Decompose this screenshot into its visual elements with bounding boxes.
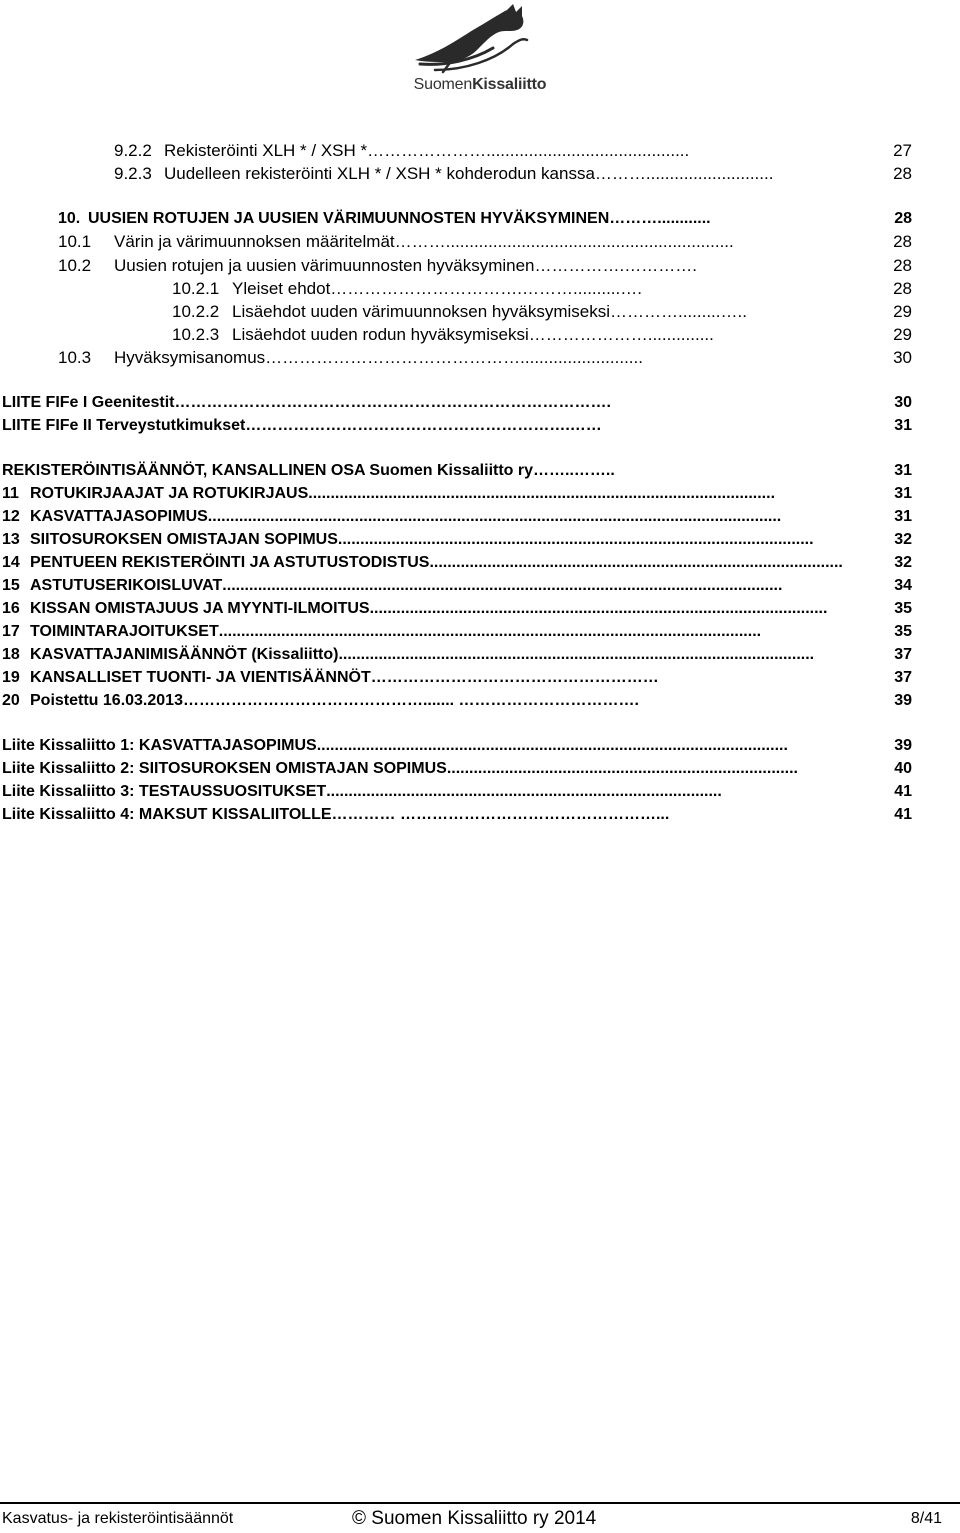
- toc-page: 35: [894, 623, 912, 640]
- toc-leader: …………………………………………………….……: [245, 417, 602, 434]
- toc-title: KASVATTAJANIMISÄÄNNÖT (Kissaliitto): [30, 646, 339, 663]
- toc-title: TOIMINTARAJOITUKSET: [30, 623, 219, 640]
- toc-entry[interactable]: [2, 483, 912, 505]
- toc-title: ASTUTUSERIKOISLUVAT: [30, 577, 223, 594]
- toc-page: 30: [893, 348, 912, 367]
- toc-entry[interactable]: [58, 208, 912, 230]
- toc-leader: ……………………………………………………………………….: [174, 394, 611, 411]
- toc-leader: .........................................................................................................: [308, 485, 776, 502]
- toc-entry[interactable]: [2, 460, 912, 482]
- toc-title: SIITOSUROKSEN OMISTAJAN SOPIMUS: [30, 531, 338, 548]
- toc-number: 9.2.2: [114, 141, 152, 160]
- toc-number: 14: [2, 554, 20, 571]
- footer-page-number: 8/41: [910, 1510, 942, 1527]
- toc-title: Värin ja värimuunnoksen määritelmät: [114, 232, 395, 251]
- toc-leader: ………………………………………..........................: [265, 348, 643, 367]
- toc-page: 28: [893, 279, 912, 298]
- logo-text-light: Suomen: [413, 76, 473, 93]
- toc-entry[interactable]: [2, 644, 912, 666]
- toc-leader: ………… …………………………………………...: [331, 806, 670, 823]
- toc-leader: ..............................................................................................................................: [222, 577, 783, 594]
- toc-title: Lisäehdot uuden värimuunnoksen hyväksymiseksi: [232, 302, 610, 321]
- toc-entry[interactable]: [58, 347, 912, 369]
- toc-title: Poistettu 16.03.2013: [30, 692, 183, 709]
- toc-title: Yleiset ehdot: [232, 279, 331, 298]
- toc-entry[interactable]: [172, 324, 912, 346]
- toc-entry[interactable]: [114, 163, 912, 185]
- toc-page: 34: [894, 577, 912, 594]
- toc-page: 29: [893, 325, 912, 344]
- toc-entry[interactable]: [2, 392, 912, 414]
- toc-leader: ………….........…..: [609, 302, 747, 321]
- toc-entry[interactable]: [2, 415, 912, 437]
- toc-title: Liite Kissaliitto 4: MAKSUT KISSALIITOLLE: [2, 806, 332, 823]
- logo-text-bold: Kissaliitto: [472, 76, 547, 93]
- toc-page: 28: [893, 164, 912, 183]
- toc-title: Liite Kissaliitto 2: SIITOSUROKSEN OMISTAJAN SOPIMUS: [2, 760, 447, 777]
- toc-entry[interactable]: [172, 301, 912, 323]
- toc-title: Liite Kissaliitto 3: TESTAUSSUOSITUKSET: [2, 783, 327, 800]
- toc-number: 10.2: [58, 256, 92, 275]
- toc-entry[interactable]: [2, 598, 912, 620]
- toc-number: 10.2.2: [172, 302, 220, 321]
- toc-entry[interactable]: [2, 575, 912, 597]
- toc-page: 31: [894, 508, 912, 525]
- toc-title: REKISTERÖINTISÄÄNNÖT, KANSALLINEN OSA Suomen Kissaliitto ry: [2, 462, 534, 479]
- toc-title: LIITE FIFe II Terveystutkimukset: [2, 417, 246, 434]
- toc-page: 30: [894, 394, 912, 411]
- toc-leader: ………............: [609, 210, 711, 227]
- toc-leader: …………….………….: [534, 256, 697, 275]
- toc-entry[interactable]: [2, 781, 912, 803]
- toc-number: 15: [2, 577, 20, 594]
- toc-page: 37: [894, 669, 912, 686]
- toc-title: PENTUEEN REKISTERÖINTI JA ASTUTUSTODISTUS: [30, 554, 430, 571]
- toc-title: ROTUKIRJAAJAT JA ROTUKIRJAUS: [30, 485, 309, 502]
- toc-page: 41: [894, 783, 912, 800]
- toc-number: 17: [2, 623, 20, 640]
- toc-number: 12: [2, 508, 20, 525]
- toc-title: Hyväksymisanomus: [114, 348, 266, 367]
- toc-page: 40: [894, 760, 912, 777]
- toc-title: KASVATTAJASOPIMUS: [30, 508, 208, 525]
- toc-page: 37: [894, 646, 912, 663]
- toc-leader: ..........................................................................................................: [316, 737, 788, 754]
- toc-page: 27: [893, 141, 912, 160]
- toc-number: 13: [2, 531, 20, 548]
- toc-leader: ………………………………………………: [370, 669, 659, 686]
- toc-leader: .................................................................................................................................: [207, 508, 782, 525]
- toc-page: 28: [893, 256, 912, 275]
- toc-entry[interactable]: [2, 690, 912, 712]
- toc-number: 10.2.3: [172, 325, 220, 344]
- toc-number: 16: [2, 600, 20, 617]
- toc-leader: …………………...........................................: [367, 141, 690, 160]
- toc-leader: .............................................................................................: [429, 554, 843, 571]
- toc-number: 18: [2, 646, 20, 663]
- toc-page: 35: [894, 600, 912, 617]
- toc-page: 29: [893, 302, 912, 321]
- toc-title: Uudelleen rekisteröinti XLH * / XSH * kohderodun kanssa: [164, 164, 595, 183]
- toc-leader: …………………..............: [528, 325, 714, 344]
- footer-document-title: Kasvatus- ja rekisteröintisäännöt: [2, 1510, 234, 1527]
- toc-page: 39: [894, 737, 912, 754]
- toc-page: 31: [894, 462, 912, 479]
- footer-copyright: © Suomen Kissaliitto ry 2014: [352, 1508, 597, 1529]
- toc-page: 31: [894, 417, 912, 434]
- toc-title: LIITE FIFe I Geenitestit: [2, 394, 175, 411]
- toc-leader: ..........................................................................................................................: [218, 623, 762, 640]
- toc-leader: ...........................................................................................................: [338, 646, 815, 663]
- toc-entry[interactable]: [2, 506, 912, 528]
- toc-entry[interactable]: [172, 278, 912, 300]
- toc-page: 28: [893, 232, 912, 251]
- toc-entry[interactable]: [2, 529, 912, 551]
- toc-title: Liite Kissaliitto 1: KASVATTAJASOPIMUS: [2, 737, 317, 754]
- toc-page: 32: [894, 554, 912, 571]
- toc-title: Uusien rotujen ja uusien värimuunnosten hyväksyminen: [114, 256, 535, 275]
- toc-entry[interactable]: [58, 255, 912, 277]
- toc-number: 19: [2, 669, 20, 686]
- toc-page: 32: [894, 531, 912, 548]
- toc-title: KISSAN OMISTAJUUS JA MYYNTI-ILMOITUS: [30, 600, 370, 617]
- toc-page: 31: [894, 485, 912, 502]
- toc-leader: ……..……..: [533, 462, 615, 479]
- toc-page: 41: [894, 806, 912, 823]
- toc-leader: .......................................................................................................: [369, 600, 828, 617]
- toc-number: 10.2.1: [172, 279, 220, 298]
- toc-entry[interactable]: [114, 140, 912, 162]
- toc-entry[interactable]: [2, 735, 912, 757]
- toc-entry[interactable]: [2, 621, 912, 643]
- toc-title: KANSALLISET TUONTI- JA VIENTISÄÄNNÖT: [30, 669, 371, 686]
- toc-leader: ………...........................: [594, 164, 774, 183]
- toc-title: Rekisteröinti XLH * / XSH *: [164, 141, 368, 160]
- toc-entry[interactable]: [2, 667, 912, 689]
- toc-leader: ...............................................................................: [446, 760, 798, 777]
- toc-entry[interactable]: [2, 804, 912, 826]
- toc-entry[interactable]: [58, 231, 912, 253]
- toc-leader: ...........................................................................................................: [337, 531, 814, 548]
- toc-leader: ………………………………………....... …………………………….: [182, 692, 639, 709]
- toc-leader: …………………………….………..........….: [330, 279, 642, 298]
- toc-number: 10.1: [58, 232, 92, 251]
- toc-number: 10.: [58, 210, 81, 227]
- page-footer: [0, 1502, 960, 1533]
- toc-entry[interactable]: [2, 758, 912, 780]
- toc-entry[interactable]: [2, 552, 912, 574]
- toc-number: 11: [2, 485, 19, 502]
- toc-title: Lisäehdot uuden rodun hyväksymiseksi: [232, 325, 529, 344]
- toc-number: 10.3: [58, 348, 92, 367]
- toc-page: 39: [894, 692, 912, 709]
- toc-title: UUSIEN ROTUJEN JA UUSIEN VÄRIMUUNNOSTEN HYVÄKSYMINEN: [88, 210, 610, 227]
- toc-leader: ……….............................................................: [394, 232, 734, 251]
- toc-number: 9.2.3: [114, 164, 152, 183]
- toc-page: 28: [894, 210, 912, 227]
- toc-leader: .........................................................................................: [326, 783, 722, 800]
- toc-number: 20: [2, 692, 20, 709]
